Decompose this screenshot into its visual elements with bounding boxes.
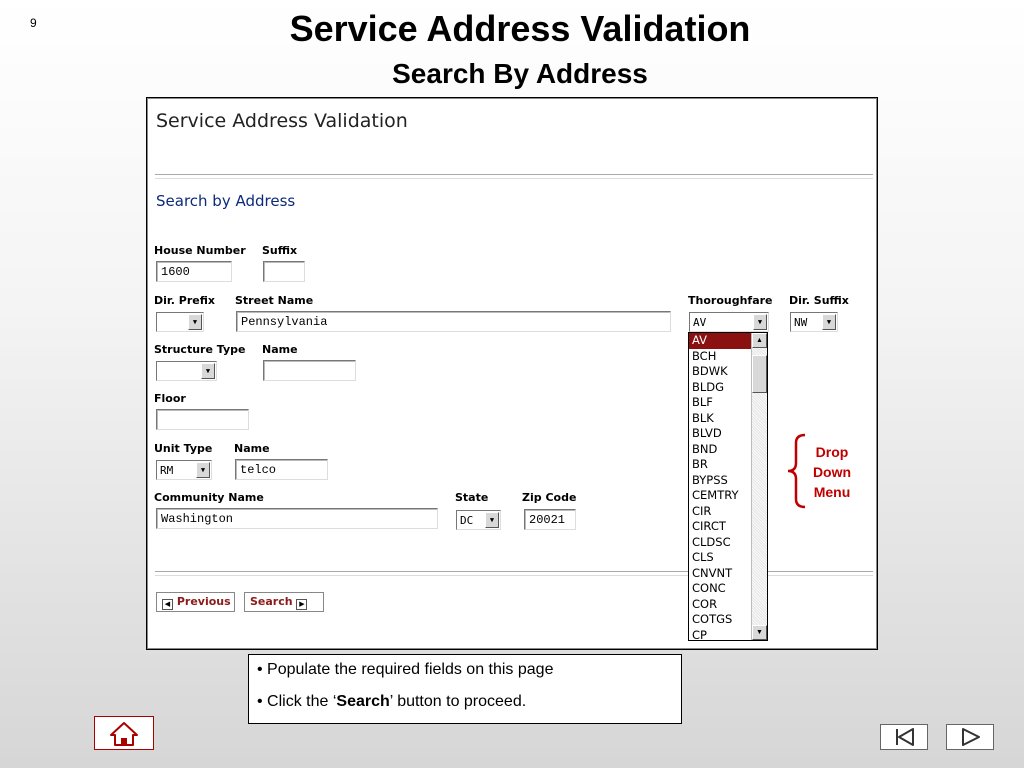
house-number-input[interactable]: 1600 — [156, 261, 232, 282]
screenshot-panel — [146, 97, 878, 650]
chevron-down-icon[interactable]: ▼ — [753, 314, 767, 330]
note-line3: Menu — [813, 484, 851, 500]
right-arrow-icon: ▶ — [296, 599, 307, 610]
dropdown-scrollbar[interactable] — [751, 333, 767, 640]
scroll-thumb[interactable] — [752, 355, 767, 393]
dropdown-option[interactable]: COTGS — [692, 612, 733, 626]
dropdown-option[interactable]: BND — [692, 441, 718, 456]
app-title: Service Address Validation — [156, 110, 408, 132]
thoroughfare-value: AV — [693, 316, 707, 329]
floor-input[interactable] — [156, 409, 249, 430]
chevron-down-icon[interactable]: ▼ — [485, 512, 499, 528]
state-value: DC — [460, 514, 474, 527]
slide-number: 9 — [30, 16, 37, 30]
dropdown-option[interactable]: CLS — [692, 550, 714, 564]
brace-icon — [786, 433, 808, 509]
dropdown-option[interactable]: CLDSC — [692, 534, 731, 549]
structure-name-input[interactable] — [263, 360, 356, 381]
dir-suffix-label: Dir. Suffix — [789, 294, 849, 307]
skip-back-icon — [881, 725, 927, 749]
chevron-down-icon[interactable]: ▼ — [822, 314, 836, 330]
structure-type-label: Structure Type — [154, 343, 246, 356]
dropdown-option[interactable]: CONC — [692, 581, 726, 595]
structure-type-select[interactable] — [156, 361, 217, 381]
instruction-bullet-1: • Populate the required fields on this page — [257, 661, 554, 678]
scroll-down-icon[interactable]: ▼ — [752, 625, 767, 640]
drop-down-menu-note — [806, 442, 858, 502]
suffix-input[interactable] — [263, 261, 305, 282]
divider — [155, 174, 873, 179]
dropdown-option[interactable]: CEMTRY — [692, 488, 739, 502]
thoroughfare-select[interactable] — [689, 312, 769, 332]
search-button[interactable] — [244, 592, 324, 612]
bullet2-bold: Search — [336, 693, 390, 710]
house-number-label: House Number — [154, 244, 246, 257]
chevron-down-icon[interactable]: ▼ — [196, 462, 210, 478]
state-label: State — [455, 491, 489, 504]
dropdown-option[interactable]: CP — [692, 627, 707, 641]
note-line2: Down — [812, 464, 852, 480]
next-slide-button[interactable] — [946, 724, 994, 750]
floor-label: Floor — [154, 392, 186, 405]
previous-button[interactable] — [156, 592, 235, 612]
dropdown-option[interactable]: BR — [692, 457, 708, 471]
dropdown-option[interactable]: CIR — [692, 503, 712, 518]
zip-code-input[interactable]: 20021 — [524, 509, 576, 530]
left-arrow-icon: ◀ — [162, 599, 173, 610]
unit-type-label: Unit Type — [154, 442, 213, 455]
dir-suffix-select[interactable] — [790, 312, 838, 332]
first-slide-button[interactable] — [880, 724, 928, 750]
chevron-down-icon[interactable]: ▼ — [188, 314, 202, 330]
dropdown-option[interactable]: CNVNT — [692, 565, 733, 580]
dir-prefix-select[interactable] — [156, 312, 204, 332]
unit-name-input[interactable]: telco — [235, 459, 328, 480]
unit-type-value: RM — [160, 464, 174, 477]
dropdown-option[interactable]: AV — [689, 333, 767, 349]
thoroughfare-dropdown-list[interactable] — [688, 332, 768, 641]
dropdown-option[interactable]: BLF — [692, 395, 713, 409]
note-line1: Drop — [815, 444, 849, 460]
scroll-up-icon[interactable]: ▲ — [752, 333, 767, 348]
bullet2-suffix: ’ button to proceed. — [389, 693, 527, 710]
zip-code-label: Zip Code — [522, 491, 577, 504]
play-next-icon — [947, 725, 993, 749]
dropdown-option[interactable]: COR — [692, 596, 718, 611]
dir-prefix-label: Dir. Prefix — [154, 294, 215, 307]
search-label: Search — [250, 595, 293, 608]
section-title: Search by Address — [156, 192, 296, 210]
dropdown-option[interactable]: BLVD — [692, 426, 722, 440]
unit-type-select[interactable] — [156, 460, 212, 480]
dropdown-option[interactable]: BCH — [692, 348, 717, 363]
thoroughfare-label: Thoroughfare — [688, 294, 773, 307]
street-name-input[interactable]: Pennsylvania — [236, 311, 671, 332]
dropdown-option[interactable]: BLK — [692, 410, 714, 425]
community-name-label: Community Name — [154, 491, 264, 504]
dropdown-option[interactable]: BDWK — [692, 364, 728, 378]
suffix-label: Suffix — [262, 244, 298, 257]
instruction-callout — [248, 654, 682, 724]
chevron-down-icon[interactable]: ▼ — [201, 363, 215, 379]
dropdown-option[interactable]: BLDG — [692, 379, 725, 394]
street-name-label: Street Name — [235, 294, 314, 307]
state-select[interactable] — [456, 510, 501, 530]
unit-name-label: Name — [234, 442, 270, 455]
slide-subtitle: Search By Address — [392, 58, 648, 89]
home-icon — [95, 717, 153, 749]
community-name-input[interactable]: Washington — [156, 508, 438, 529]
structure-name-label: Name — [262, 343, 298, 356]
dropdown-option[interactable]: CIRCT — [692, 519, 726, 533]
dropdown-option[interactable]: BYPSS — [692, 472, 728, 487]
instruction-bullet-2 — [257, 693, 673, 711]
previous-label: Previous — [176, 595, 231, 608]
slide-title: Service Address Validation — [289, 8, 751, 49]
home-button[interactable] — [94, 716, 154, 750]
bullet2-prefix: • Click the ‘ — [257, 693, 337, 710]
dir-suffix-value: NW — [794, 316, 808, 329]
